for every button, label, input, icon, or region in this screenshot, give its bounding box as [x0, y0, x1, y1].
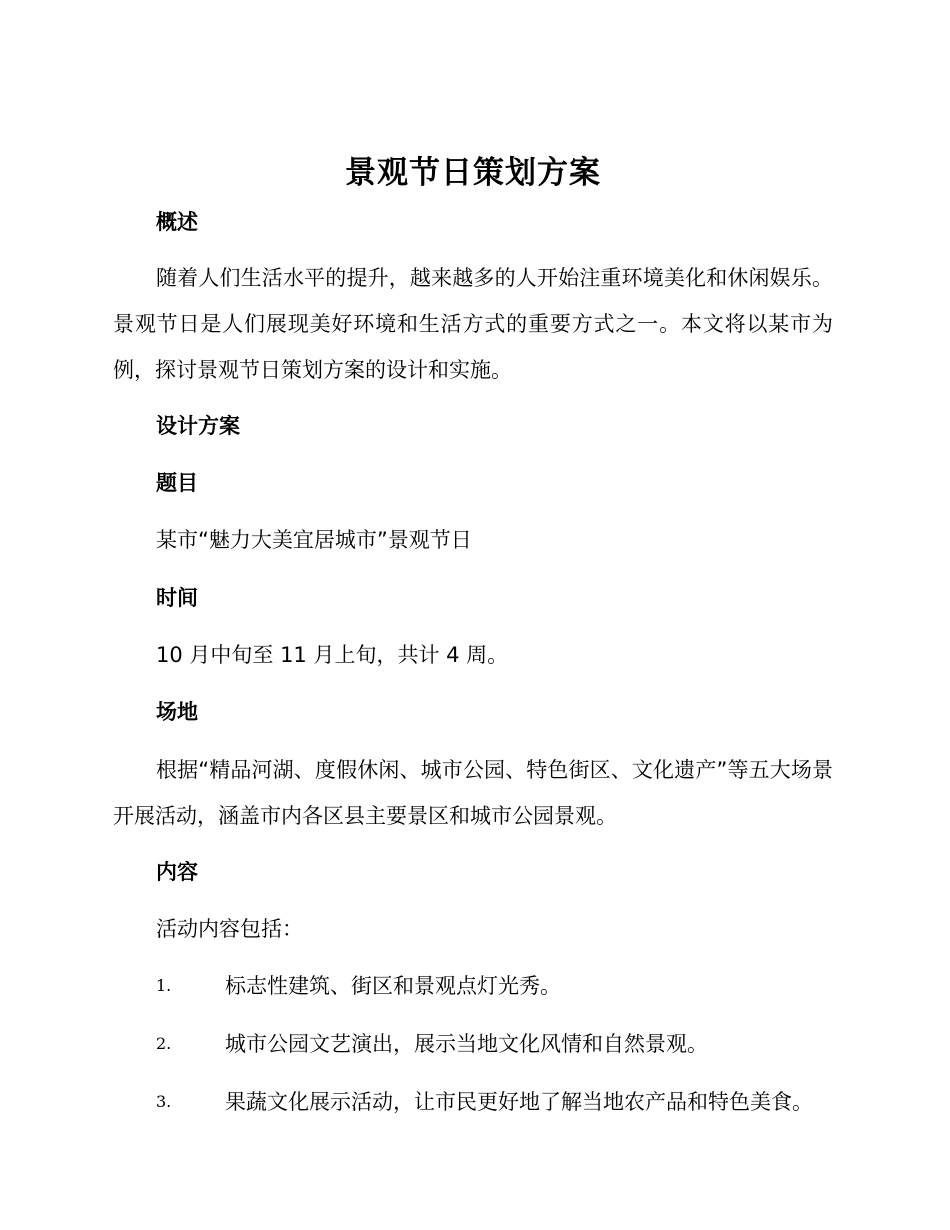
time-text: 10 月中旬至 11 月上旬，共计 4 周。: [156, 643, 509, 667]
overview-paragraph: 随着人们生活水平的提升，越来越多的人开始注重环境美化和休闲娱乐。景观节日是人们展现美好环境和生活方式的重要方式之一。本文将以某市为例，探讨景观节日策划方案的设计和实施。: [113, 266, 833, 382]
list-item-text: 标志性建筑、街区和景观点灯光秀。: [225, 974, 561, 998]
section-heading-content: 内容: [156, 860, 198, 884]
section-heading-topic: 题目: [156, 471, 198, 495]
list-item: [156, 968, 836, 1004]
list-item-number: 2.: [156, 1034, 172, 1053]
section-heading-venue: 场地: [156, 700, 198, 724]
document-title: 景观节日策划方案: [345, 155, 601, 191]
section-heading-time: 时间: [156, 586, 198, 610]
list-item: [156, 1084, 836, 1120]
venue-paragraph: 根据“精品河湖、度假休闲、城市公园、特色街区、文化遗产”等五大场景开展活动，涵盖市内各区县主要景区和城市公园景观。: [113, 758, 833, 828]
list-item-number: 1.: [156, 976, 172, 995]
content-intro: 活动内容包括：: [156, 917, 303, 941]
topic-text: 某市“魅力大美宜居城市”景观节日: [156, 528, 472, 552]
list-item-text: 城市公园文艺演出，展示当地文化风情和自然景观。: [225, 1032, 708, 1056]
list-item-text: 果蔬文化展示活动，让市民更好地了解当地农产品和特色美食。: [225, 1090, 813, 1114]
section-heading-overview: 概述: [156, 210, 198, 234]
section-heading-design: 设计方案: [156, 414, 240, 438]
list-item-number: 3.: [156, 1092, 172, 1111]
list-item: [156, 1026, 836, 1062]
